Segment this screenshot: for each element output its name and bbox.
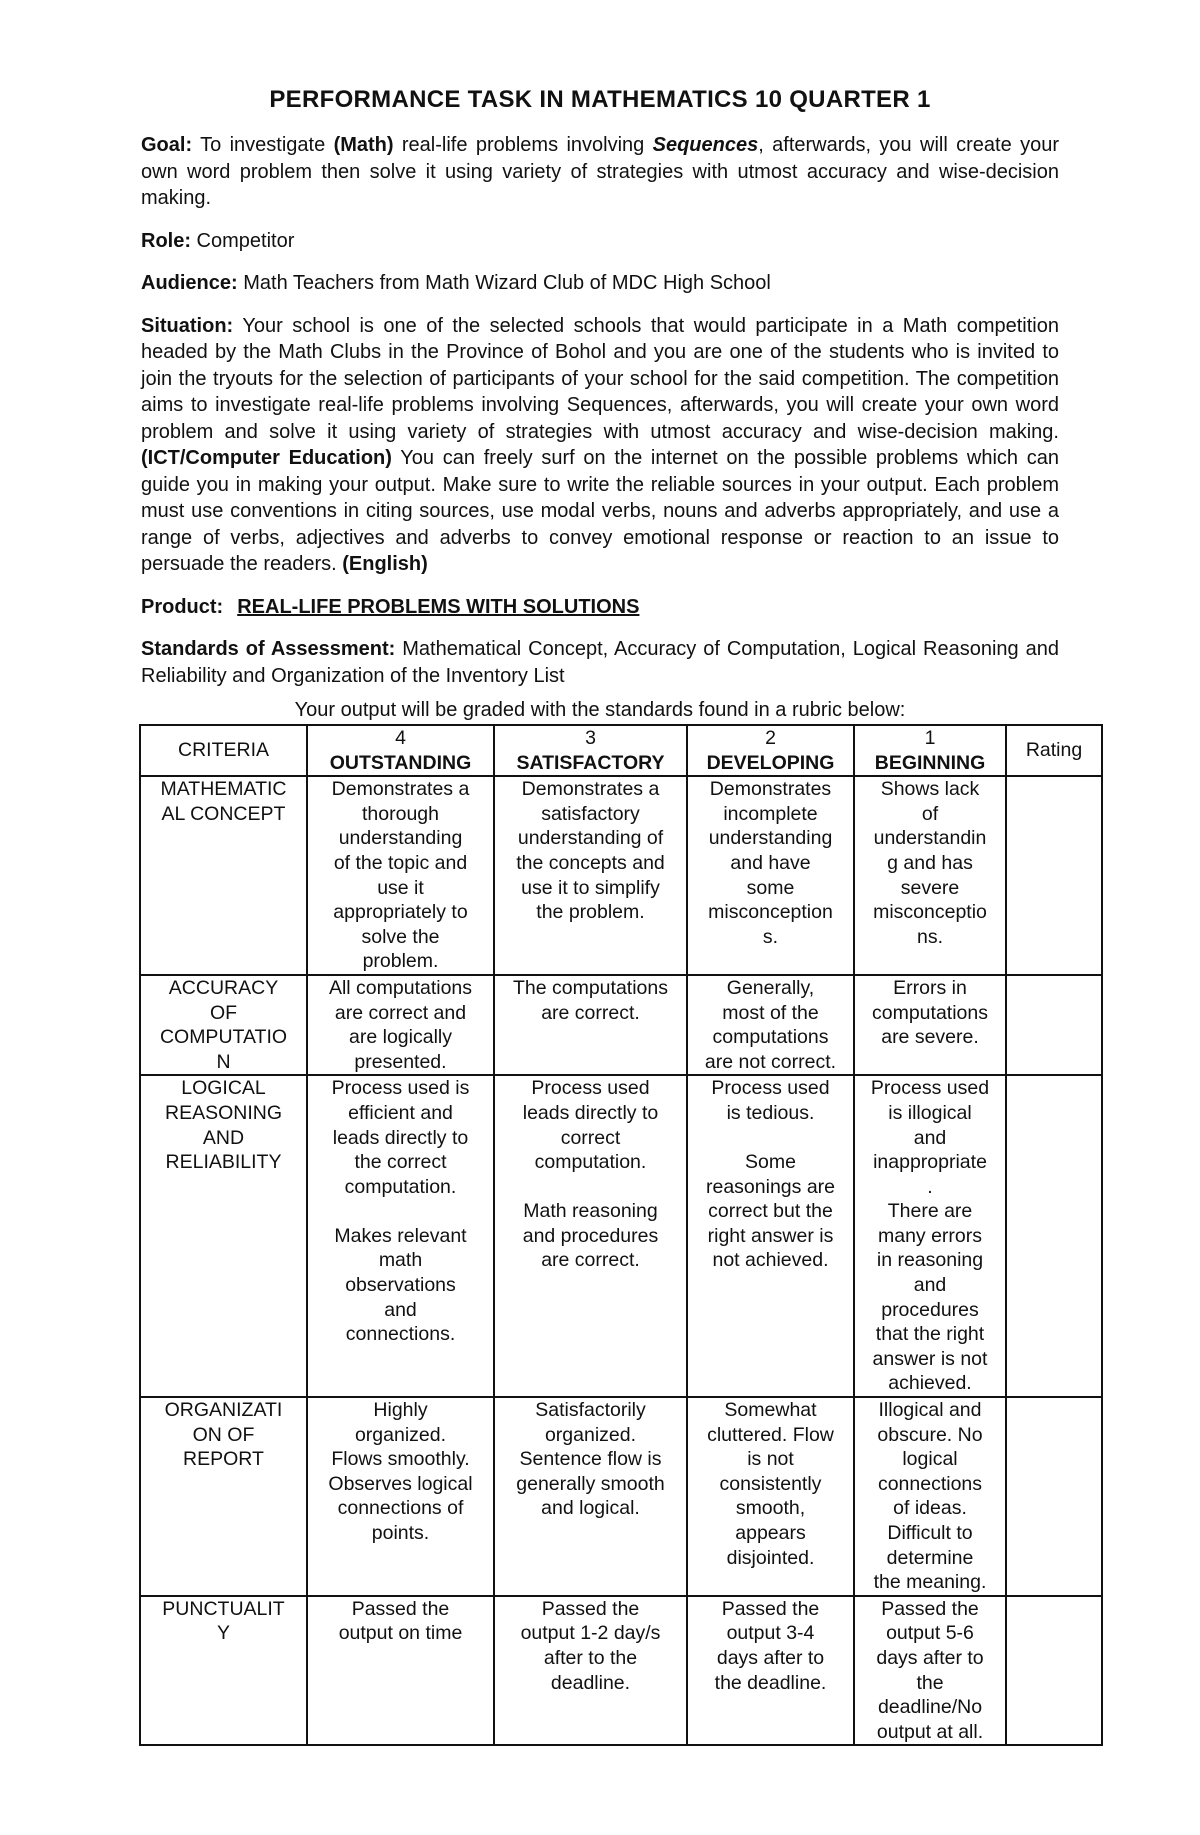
table-row [140,776,1102,975]
situation-label: Situation: [141,314,234,337]
goal-sequences: Sequences [652,134,759,156]
level-3-cell: Passed the output 1-2 day/s after to the deadline. [494,1596,687,1746]
rating-cell[interactable] [1006,1075,1102,1397]
level-3-number: 3 [585,727,596,749]
header-level-1 [854,725,1006,776]
level-1-number: 1 [924,727,936,749]
product-value: REAL-LIFE PROBLEMS WITH SOLUTIONS [237,595,640,618]
level-1-name: BEGINNING [874,751,986,774]
table-row [140,1596,1102,1746]
rating-cell[interactable] [1006,1596,1102,1746]
level-4-cell: Demonstrates a thorough understanding of the topic and use it appropriately to solve the problem. [307,776,494,975]
criterion-cell: MATHEMATIC AL CONCEPT [140,776,307,975]
role-label: Role: [141,229,191,252]
document-page [141,86,1083,1746]
standards-value: Mathematical Concept, Accuracy of Computation, Logical Reasoning and Reliability and Organization of the Inventory List [141,638,1059,687]
audience-value: Math Teachers from Math Wizard Club of MDC High School [237,272,771,294]
level-3-cell: The computations are correct. [494,975,687,1075]
goal-label: Goal: [141,134,193,156]
role-paragraph [141,228,1059,255]
header-level-4 [307,725,494,776]
rating-cell[interactable] [1006,776,1102,975]
standards-label: Standards of Assessment: [141,638,396,660]
rating-cell[interactable] [1006,975,1102,1075]
level-2-name: DEVELOPING [706,751,835,774]
situation-text-2: You can freely surf on the internet on the possible problems which can guide you in making your output. Make sure to write the reliable sources in your output. Each problem must use conventions in citing sources, use modal verbs, nouns and adverbs appropriately, and use a range of verbs, adjectives and adverbs to convey emotional response or reaction to an issue to persuade the readers. [141,447,1060,575]
level-3-cell: Process used leads directly to correct computation. Math reasoning and procedures are correct. [494,1075,687,1397]
level-2-cell: Generally, most of the computations are not correct. [687,975,854,1075]
standards-paragraph [141,636,1059,689]
goal-paragraph [141,132,1059,212]
audience-paragraph [141,270,1059,297]
criterion-cell: ORGANIZATI ON OF REPORT [140,1397,307,1596]
situation-ict-tag: (ICT/Computer Education) [141,447,392,469]
level-1-cell: Shows lack of understandin g and has severe misconceptio ns. [854,776,1006,975]
page-title: PERFORMANCE TASK IN MATHEMATICS 10 QUARTER 1 [269,86,931,113]
criterion-cell: LOGICAL REASONING AND RELIABILITY [140,1075,307,1397]
level-1-cell: Passed the output 5-6 days after to the deadline/No output at all. [854,1596,1006,1746]
product-paragraph [141,594,1059,621]
level-2-cell: Somewhat cluttered. Flow is not consistently smooth, appears disjointed. [687,1397,854,1596]
header-level-2 [687,725,854,776]
situation-text-1: Your school is one of the selected schools that would participate in a Math competition headed by the Math Clubs in the Province of Bohol and you are one of the students who is invited to join the tryouts for the selection of participants of your school for the said competition. The competition aims to investigate real-life problems involving Sequences, afterwards, you will create your own word problem and solve it using variety of strategies with utmost accuracy and wise-decision making. [141,314,1059,443]
level-4-cell: Passed the output on time [307,1596,494,1746]
criterion-cell: ACCURACY OF COMPUTATIO N [140,975,307,1075]
situation-english-tag: (English) [342,553,428,575]
rubric-caption: Your output will be graded with the standards found in a rubric below: [294,699,906,721]
goal-text-3: , afterwards, you will create your own word problem then solve it using variety of strategies with utmost accuracy and wise-decision making. [141,134,1059,209]
header-level-3 [494,725,687,776]
level-1-cell: Errors in computations are severe. [854,975,1006,1075]
level-2-cell: Passed the output 3-4 days after to the deadline. [687,1596,854,1746]
level-3-cell: Demonstrates a satisfactory understanding of the concepts and use it to simplify the problem. [494,776,687,975]
rubric-header-row [140,725,1102,776]
goal-text-2: real-life problems involving [393,134,653,156]
level-3-cell: Satisfactorily organized. Sentence flow is generally smooth and logical. [494,1397,687,1596]
level-1-cell: Illogical and obscure. No logical connections of ideas. Difficult to determine the meaning. [854,1397,1006,1596]
table-row [140,975,1102,1075]
level-3-name: SATISFACTORY [516,751,665,774]
rubric-table [139,724,1103,1746]
level-2-cell: Demonstrates incomplete understanding and have some misconception s. [687,776,854,975]
table-row [140,1397,1102,1596]
level-2-number: 2 [765,727,776,749]
level-4-cell: All computations are correct and are logically presented. [307,975,494,1075]
table-row [140,1075,1102,1397]
level-4-name: OUTSTANDING [329,751,472,774]
goal-text-1: To investigate [192,134,334,156]
level-2-cell: Process used is tedious. Some reasonings are correct but the right answer is not achieved. [687,1075,854,1397]
product-label: Product: [141,595,224,618]
rating-cell[interactable] [1006,1397,1102,1596]
level-4-number: 4 [395,727,406,749]
criterion-cell: PUNCTUALIT Y [140,1596,307,1746]
role-value: Competitor [191,229,295,252]
level-4-cell: Highly organized. Flows smoothly. Observes logical connections of points. [307,1397,494,1596]
situation-paragraph [141,313,1059,578]
level-1-cell: Process used is illogical and inappropriate . There are many errors in reasoning and procedures that the right answer is not achieved. [854,1075,1006,1397]
audience-label: Audience: [141,272,238,294]
header-criteria: CRITERIA [140,725,307,776]
level-4-cell: Process used is efficient and leads directly to the correct computation. Makes relevant math observations and connections. [307,1075,494,1397]
header-rating: Rating [1006,725,1102,776]
goal-math-tag: (Math) [333,134,394,156]
